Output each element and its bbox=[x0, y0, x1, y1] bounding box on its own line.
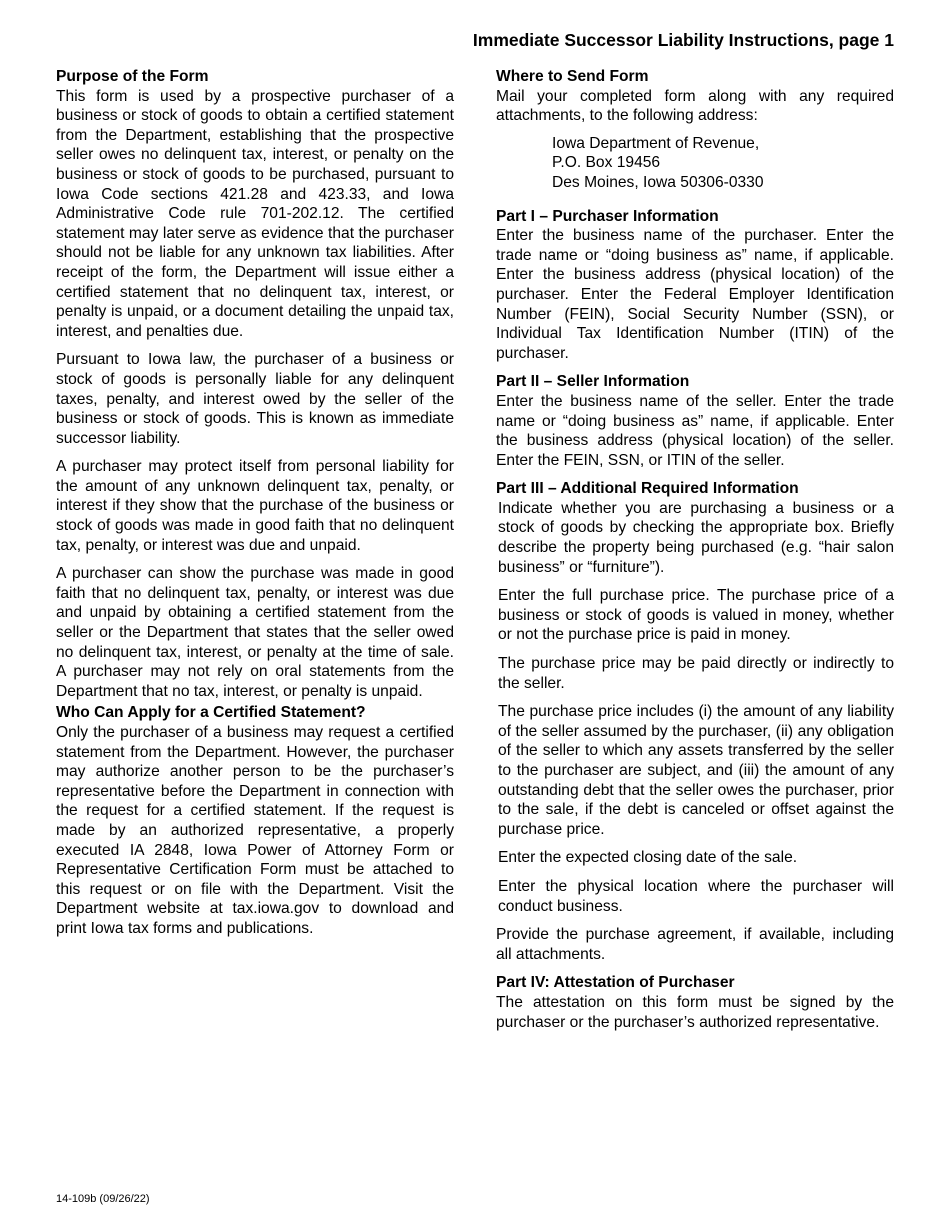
page-title: Immediate Successor Liability Instructions, page 1 bbox=[472, 30, 894, 50]
left-column bbox=[56, 67, 454, 948]
part-4-paragraph: The attestation on this form must be signed by the purchaser or the purchaser’s authorized representative. bbox=[496, 993, 894, 1031]
address-line: P.O. Box 19456 bbox=[552, 154, 661, 172]
part-3-paragraph-2: Enter the full purchase price. The purchase price of a business or stock of goods is valued in money, whether or not the purchase price is paid in money. bbox=[498, 587, 894, 644]
purpose-paragraph-4: A purchaser can show the purchase was made in good faith that no delinquent tax, penalty, or interest was due and unpaid by obtaining a certified statement from the seller or the Department that states that the seller owed no delinquent tax, interest, or penalty at the time of sale. A purchaser may not rely on oral statements from the Department that no tax, interest, or penalty is unpaid. bbox=[56, 565, 454, 700]
part-4-heading: Part IV: Attestation of Purchaser bbox=[496, 974, 735, 992]
where-to-send-heading: Where to Send Form bbox=[496, 68, 649, 85]
part-3-paragraph-4: The purchase price includes (i) the amount of any liability of the seller assumed by the purchaser, (ii) any obligation of the seller to which any assets transferred by the seller to the purchaser are subject, and (iii) the amount of any outstanding debt that the seller owes the purchaser, prior to the sale, if the debt is canceled or offset against the purchase price. bbox=[498, 703, 894, 838]
part-2-paragraph: Enter the business name of the seller. Enter the trade name or “doing business as” name, if applicable. Enter the business address (physical location) of the seller. Enter the FEIN, SSN, or ITIN of the seller. bbox=[496, 392, 894, 469]
part-1-heading: Part I – Purchaser Information bbox=[496, 207, 719, 225]
form-code: 14-109b (09/26/22) bbox=[56, 1193, 150, 1205]
part-3-heading: Part III – Additional Required Information bbox=[496, 480, 799, 498]
part-2-heading: Part II – Seller Information bbox=[496, 373, 690, 391]
who-can-apply-heading: Who Can Apply for a Certified Statement? bbox=[56, 704, 366, 722]
part-3-paragraph-5: Enter the expected closing date of the sale. bbox=[498, 849, 798, 867]
where-to-send-section bbox=[496, 67, 894, 193]
part-2-section bbox=[496, 372, 894, 470]
right-column bbox=[496, 67, 894, 1041]
part-3-paragraph-7: Provide the purchase agreement, if available, including all attachments. bbox=[496, 926, 894, 963]
mailing-address bbox=[552, 134, 894, 193]
where-to-send-paragraph: Mail your completed form along with any required attachments, to the following address: bbox=[496, 87, 894, 125]
part-3-paragraph-3: The purchase price may be paid directly or indirectly to the seller. bbox=[498, 655, 894, 692]
part-4-section bbox=[496, 973, 894, 1032]
purpose-paragraph-1: This form is used by a prospective purchaser of a business or stock of goods to obtain a certified statement from the Department, establishing that the prospective seller owes no delinquent tax, interest, or penalty on the business or stock of goods to be purchased, pursuant to Iowa Code sections 421.28 and 423.33, and Iowa Administrative Code rule 701-202.12. The certified statement may later serve as evidence that the purchaser should not be liable for any unknown tax liabilities. After receipt of the form, the Department will issue either a certified statement that no delinquent tax, interest, or penalty is unpaid, or a document detailing the unpaid tax, interest, and penalties due. bbox=[56, 87, 454, 340]
purpose-paragraph-2: Pursuant to Iowa law, the purchaser of a business or stock of goods is personally liable for any delinquent taxes, penalty, and interest owed by the seller of the business or stock of goods. This is known as immediate successor liability. bbox=[56, 351, 454, 447]
part-3-section bbox=[496, 479, 894, 964]
part-1-paragraph: Enter the business name of the purchaser. Enter the trade name or “doing business as” name, if applicable. Enter the business address (physical location) of the purchaser. Enter the Federal Employer Identification Number (FEIN), Social Security Number (SSN), or Individual Tax Identification Number (ITIN) of the purchaser. bbox=[496, 227, 894, 362]
part-1-section bbox=[496, 207, 894, 364]
part-3-paragraph-6: Enter the physical location where the purchaser will conduct business. bbox=[498, 877, 894, 915]
who-can-apply-paragraph: Only the purchaser of a business may request a certified statement from the Department. However, the purchaser may authorize another person to be the purchaser’s representative before the Department in connection with the request for a certified statement. If the request is made by an authorized representative, a properly executed IA 2848, Iowa Power of Attorney Form or Representative Certification Form must be attached to this request or on file with the Department. Visit the Department website at tax.iowa.gov to download and print Iowa tax forms and publications. bbox=[56, 724, 454, 937]
who-can-apply-section bbox=[56, 703, 454, 938]
address-line: Iowa Department of Revenue, bbox=[552, 134, 760, 152]
part-3-paragraph-1: Indicate whether you are purchasing a business or a stock of goods by checking the appropriate box. Briefly describe the property being purchased (e.g. “hair salon business” or “furniture”). bbox=[498, 499, 894, 576]
address-line: Des Moines, Iowa 50306-0330 bbox=[552, 173, 764, 191]
purpose-heading: Purpose of the Form bbox=[56, 68, 209, 85]
purpose-section bbox=[56, 67, 454, 701]
purpose-paragraph-3: A purchaser may protect itself from personal liability for the amount of any unknown delinquent tax, penalty, or interest if they show that the purchase of the business or stock of goods was made in good faith that no delinquent tax, penalty, or interest was due and unpaid. bbox=[56, 458, 454, 554]
